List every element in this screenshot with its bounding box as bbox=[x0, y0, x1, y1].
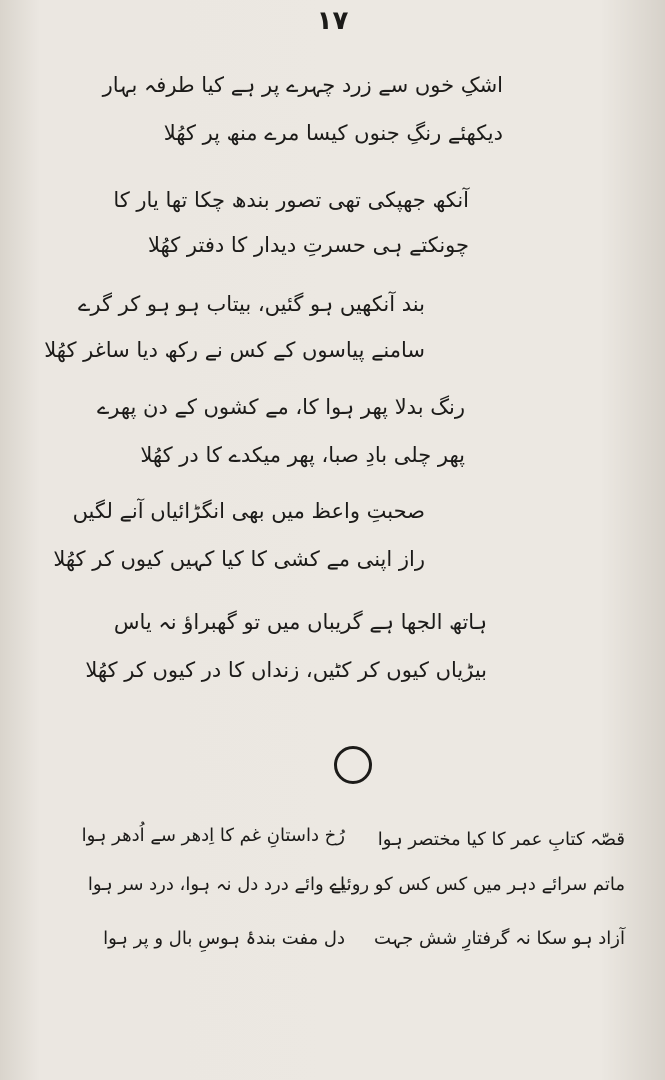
qita-left-line-3: دل مفت بندۂ ہوسِ بال و پر ہوا bbox=[103, 928, 345, 949]
qita-left-line-2: اے وائے درد دل نہ ہوا، درد سر ہوا bbox=[87, 874, 345, 895]
ghazal-line-12: بیڑیاں کیوں کر کٹیں، زنداں کا در کیوں کر کھُلا bbox=[85, 658, 487, 682]
qita-right-line-2: ماتم سرائے دہر میں کس کس کو روئیے bbox=[330, 874, 625, 895]
ghazal-line-2: دیکھئے رنگِ جنوں کیسا مرے منھ پر کھُلا bbox=[163, 121, 503, 145]
page-number: ۱۷ bbox=[316, 6, 349, 36]
ghazal-line-5: بند آنکھیں ہو گئیں، بیتاب ہو ہو کر گرے bbox=[78, 292, 425, 316]
qita-right-line-3: آزاد ہو سکا نہ گرفتارِ شش جہت bbox=[373, 928, 625, 949]
circle-ornament bbox=[334, 746, 372, 784]
ghazal-line-10: راز اپنی مے کشی کا کیا کہیں کیوں کر کھُلا bbox=[53, 547, 425, 571]
ghazal-line-11: ہاتھ الجھا ہے گریباں میں تو گھبراؤ نہ یاس bbox=[113, 610, 487, 634]
ghazal-line-1: اشکِ خوں سے زرد چہرے پر ہے کیا طرفہ بہار bbox=[102, 73, 503, 97]
qita-left-line-1: رُخ داستانِ غم کا اِدھر سے اُدھر ہوا bbox=[81, 825, 345, 846]
ghazal-line-9: صحبتِ واعظ میں بھی انگڑائیاں آنے لگیں bbox=[72, 499, 425, 523]
qita-right-line-1: قصّہ کتابِ عمر کا کیا مختصر ہوا bbox=[377, 829, 625, 850]
ghazal-line-8: پھر چلی بادِ صبا، پھر میکدے کا در کھُلا bbox=[140, 443, 465, 467]
ghazal-line-4: چونکتے ہی حسرتِ دیدار کا دفتر کھُلا bbox=[148, 233, 469, 257]
ghazal-line-7: رنگ بدلا پھر ہوا کا، مے کشوں کے دن پھرے bbox=[96, 395, 465, 419]
ghazal-line-6: سامنے پیاسوں کے کس نے رکھ دیا ساغر کھُلا bbox=[44, 338, 425, 362]
ghazal-line-3: آنکھ جھپکی تھی تصور بندھ چکا تھا یار کا bbox=[113, 188, 469, 212]
